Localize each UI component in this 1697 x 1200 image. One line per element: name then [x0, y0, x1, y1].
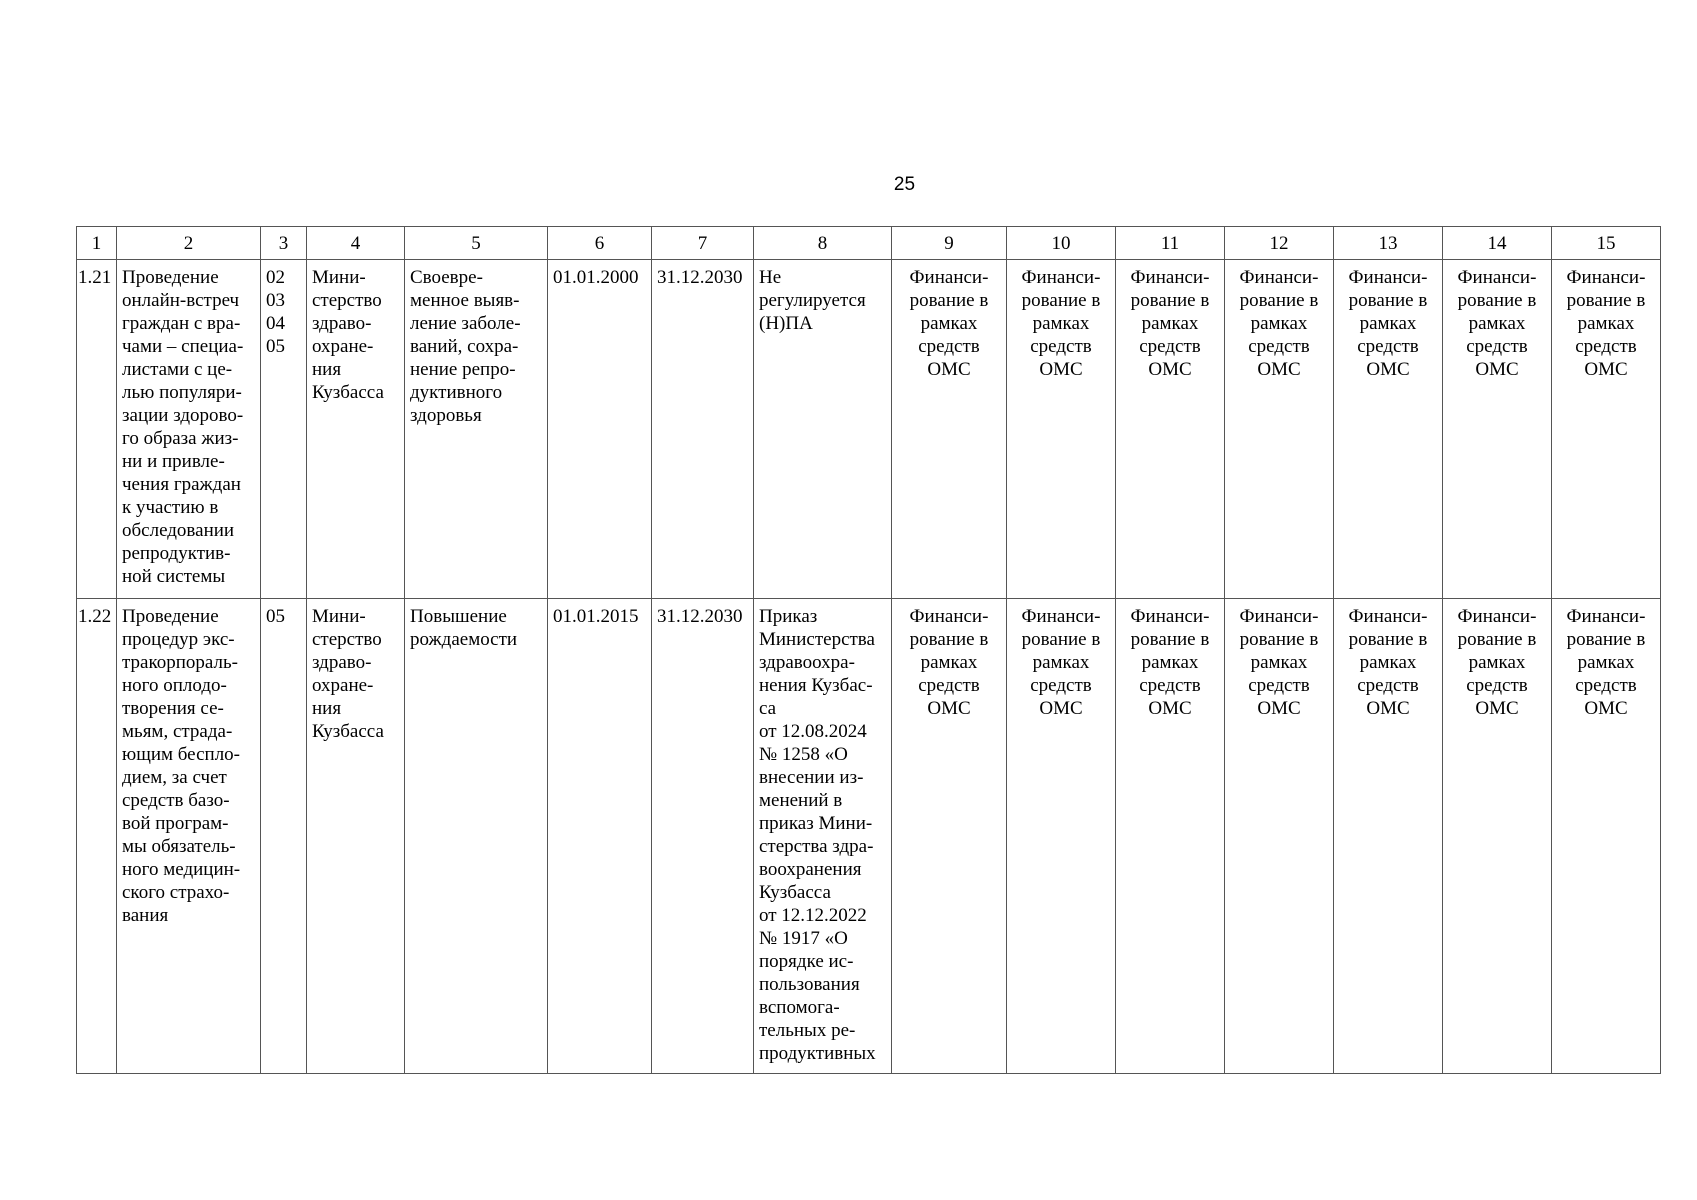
executor-line: охране-	[312, 336, 374, 357]
funding-15-line: средств	[1575, 336, 1637, 357]
measure-name-line: чами – специа-	[122, 336, 244, 357]
row-number: 1.22	[77, 599, 117, 1074]
measures-table	[76, 226, 1661, 1074]
funding-14-line: рамках	[1468, 652, 1526, 673]
regulation-line: от 12.08.2024	[759, 721, 867, 742]
measure-name-line: онлайн-встреч	[122, 290, 240, 311]
executor	[307, 260, 405, 599]
funding-15-line: рамках	[1577, 652, 1635, 673]
executor-line: стерство	[312, 290, 382, 311]
funding-10-line: ОМС	[1039, 359, 1083, 380]
expected-result-line: ваний, сохра-	[410, 336, 519, 357]
funding-9-line: рамках	[920, 652, 978, 673]
executor	[307, 599, 405, 1074]
regulation-line: воохранения	[759, 859, 862, 880]
measure-name-line: ного оплодо-	[122, 675, 227, 696]
column-number-3: 3	[261, 227, 307, 260]
column-number-1: 1	[77, 227, 117, 260]
expected-result-line: здоровья	[410, 405, 482, 426]
funding-14-line: рование в	[1457, 629, 1537, 650]
regulation-line: № 1258 «О	[759, 744, 848, 765]
expected-result-line: менное выяв-	[410, 290, 520, 311]
regulation-line: регулируется	[759, 290, 866, 311]
regulation-line: порядке ис-	[759, 951, 854, 972]
funding-15-line: рование в	[1566, 290, 1646, 311]
funding-12-line: средств	[1248, 675, 1310, 696]
funding-14-line: средств	[1466, 675, 1528, 696]
expected-result-line: нение репро-	[410, 359, 516, 380]
regulation-line: Министерства	[759, 629, 875, 650]
funding-9-line: рамках	[920, 313, 978, 334]
funding-14-line: ОМС	[1475, 359, 1519, 380]
regulation-line: Кузбасса	[759, 882, 831, 903]
measure-name-line: листами с це-	[122, 359, 233, 380]
funding-9-line: Финанси-	[909, 267, 989, 288]
funding-10-line: Финанси-	[1021, 267, 1101, 288]
funding-10-line: рование в	[1021, 629, 1101, 650]
column-number-15: 15	[1552, 227, 1661, 260]
executor-line: ния	[312, 698, 342, 719]
funding-9	[892, 260, 1007, 599]
executor-line: Кузбасса	[312, 721, 384, 742]
funding-11-line: средств	[1139, 675, 1201, 696]
measure-name-line: зации здорово-	[122, 405, 244, 426]
funding-11-line: средств	[1139, 336, 1201, 357]
regulation-line: Приказ	[759, 606, 818, 627]
funding-11	[1116, 260, 1225, 599]
funding-13	[1334, 260, 1443, 599]
funding-12-line: рамках	[1250, 652, 1308, 673]
measure-name-line: тракорпораль-	[122, 652, 238, 673]
regulation-line: са	[759, 698, 777, 719]
funding-13	[1334, 599, 1443, 1074]
column-number-10: 10	[1007, 227, 1116, 260]
measure-name-line: мы обязатель-	[122, 836, 236, 857]
regulation-line: здравоохра-	[759, 652, 855, 673]
regulation-line: (Н)ПА	[759, 313, 813, 334]
column-number-14: 14	[1443, 227, 1552, 260]
funding-13-line: средств	[1357, 336, 1419, 357]
funding-10	[1007, 260, 1116, 599]
codes	[261, 599, 307, 1074]
funding-14-line: Финанси-	[1457, 267, 1537, 288]
expected-result-line: рождаемости	[410, 629, 518, 650]
executor-line: здраво-	[312, 652, 372, 673]
funding-12-line: Финанси-	[1239, 267, 1319, 288]
measure-name-line: дием, за счет	[122, 767, 227, 788]
regulation-line: стерства здра-	[759, 836, 874, 857]
column-number-2: 2	[117, 227, 261, 260]
end-date: 31.12.2030	[652, 260, 754, 599]
regulation	[754, 260, 892, 599]
funding-12-line: ОМС	[1257, 359, 1301, 380]
funding-14-line: ОМС	[1475, 698, 1519, 719]
column-number-12: 12	[1225, 227, 1334, 260]
measure-name-line: ского страхо-	[122, 882, 230, 903]
funding-11-line: Финанси-	[1130, 267, 1210, 288]
expected-result-line: дуктивного	[410, 382, 503, 403]
row-number: 1.21	[77, 260, 117, 599]
codes-line: 05	[266, 606, 285, 627]
funding-10-line: рамках	[1032, 652, 1090, 673]
column-number-6: 6	[548, 227, 652, 260]
executor-line: здраво-	[312, 313, 372, 334]
regulation-line: продуктивных	[759, 1043, 876, 1064]
measure-name-line: обследовании	[122, 520, 235, 541]
measure-name-line: чения граждан	[122, 474, 241, 495]
funding-14	[1443, 260, 1552, 599]
codes-line: 05	[266, 336, 285, 357]
funding-9-line: Финанси-	[909, 606, 989, 627]
regulation-line: нения Кузбас-	[759, 675, 873, 696]
funding-12-line: рование в	[1239, 290, 1319, 311]
funding-9-line: средств	[918, 336, 980, 357]
funding-15-line: Финанси-	[1566, 267, 1646, 288]
funding-11-line: ОМС	[1148, 698, 1192, 719]
measure-name-line: творения се-	[122, 698, 224, 719]
funding-15	[1552, 599, 1661, 1074]
funding-9-line: рование в	[909, 290, 989, 311]
funding-14-line: рамках	[1468, 313, 1526, 334]
funding-11-line: рамках	[1141, 652, 1199, 673]
expected-result-line: Своевре-	[410, 267, 483, 288]
measure-name-line: средств базо-	[122, 790, 230, 811]
executor-line: Мини-	[312, 267, 366, 288]
regulation-line: менений в	[759, 790, 843, 811]
funding-13-line: рамках	[1359, 313, 1417, 334]
executor-line: Мини-	[312, 606, 366, 627]
end-date: 31.12.2030	[652, 599, 754, 1074]
funding-13-line: Финанси-	[1348, 606, 1428, 627]
column-number-9: 9	[892, 227, 1007, 260]
regulation-line: тельных ре-	[759, 1020, 856, 1041]
funding-11-line: рамках	[1141, 313, 1199, 334]
executor-line: стерство	[312, 629, 382, 650]
funding-11-line: рование в	[1130, 629, 1210, 650]
regulation-line: приказ Мини-	[759, 813, 873, 834]
funding-11-line: рование в	[1130, 290, 1210, 311]
regulation-line: пользования	[759, 974, 860, 995]
funding-13-line: Финанси-	[1348, 267, 1428, 288]
table-row	[77, 260, 1661, 599]
funding-12	[1225, 260, 1334, 599]
table-row	[77, 599, 1661, 1074]
start-date: 01.01.2015	[548, 599, 652, 1074]
funding-15-line: Финанси-	[1566, 606, 1646, 627]
funding-15-line: рамках	[1577, 313, 1635, 334]
regulation-line: вспомога-	[759, 997, 840, 1018]
measure-name	[117, 260, 261, 599]
codes-line: 04	[266, 313, 285, 334]
expected-result-line: ление заболе-	[410, 313, 521, 334]
funding-10-line: Финанси-	[1021, 606, 1101, 627]
regulation-line: от 12.12.2022	[759, 905, 867, 926]
funding-10-line: средств	[1030, 336, 1092, 357]
regulation-line: № 1917 «О	[759, 928, 848, 949]
column-number-11: 11	[1116, 227, 1225, 260]
measure-name-line: лью популяри-	[122, 382, 242, 403]
measure-name-line: ного медицин-	[122, 859, 241, 880]
funding-13-line: средств	[1357, 675, 1419, 696]
funding-9-line: ОМС	[927, 359, 971, 380]
funding-10-line: ОМС	[1039, 698, 1083, 719]
measure-name-line: ной системы	[122, 566, 226, 587]
funding-14-line: Финанси-	[1457, 606, 1537, 627]
funding-15-line: ОМС	[1584, 359, 1628, 380]
measure-name-line: вания	[122, 905, 169, 926]
measure-name-line: го образа жиз-	[122, 428, 239, 449]
measure-name-line: вой програм-	[122, 813, 229, 834]
funding-14-line: средств	[1466, 336, 1528, 357]
funding-15	[1552, 260, 1661, 599]
measure-name	[117, 599, 261, 1074]
codes-line: 03	[266, 290, 285, 311]
funding-13-line: ОМС	[1366, 359, 1410, 380]
funding-12	[1225, 599, 1334, 1074]
funding-10-line: средств	[1030, 675, 1092, 696]
page-number: 25	[893, 174, 916, 195]
measure-name-line: ни и привле-	[122, 451, 225, 472]
funding-12-line: ОМС	[1257, 698, 1301, 719]
measure-name-line: репродуктив-	[122, 543, 231, 564]
measure-name-line: ющим беспло-	[122, 744, 240, 765]
measure-name-line: мьям, страда-	[122, 721, 233, 742]
funding-15-line: рование в	[1566, 629, 1646, 650]
funding-9-line: ОМС	[927, 698, 971, 719]
funding-9-line: рование в	[909, 629, 989, 650]
funding-10-line: рамках	[1032, 313, 1090, 334]
executor-line: Кузбасса	[312, 382, 384, 403]
funding-15-line: средств	[1575, 675, 1637, 696]
column-number-5: 5	[405, 227, 548, 260]
funding-13-line: ОМС	[1366, 698, 1410, 719]
regulation-line: внесении из-	[759, 767, 864, 788]
executor-line: охране-	[312, 675, 374, 696]
expected-result	[405, 260, 548, 599]
column-number-7: 7	[652, 227, 754, 260]
column-number-4: 4	[307, 227, 405, 260]
measure-name-line: процедур экс-	[122, 629, 235, 650]
funding-11-line: Финанси-	[1130, 606, 1210, 627]
funding-11	[1116, 599, 1225, 1074]
funding-13-line: рование в	[1348, 629, 1428, 650]
funding-15-line: ОМС	[1584, 698, 1628, 719]
funding-10-line: рование в	[1021, 290, 1101, 311]
expected-result-line: Повышение	[410, 606, 507, 627]
funding-12-line: средств	[1248, 336, 1310, 357]
funding-9-line: средств	[918, 675, 980, 696]
regulation	[754, 599, 892, 1074]
expected-result	[405, 599, 548, 1074]
funding-11-line: ОМС	[1148, 359, 1192, 380]
funding-12-line: рование в	[1239, 629, 1319, 650]
regulation-line: Не	[759, 267, 782, 288]
funding-14-line: рование в	[1457, 290, 1537, 311]
funding-14	[1443, 599, 1552, 1074]
column-number-8: 8	[754, 227, 892, 260]
measure-name-line: граждан с вра-	[122, 313, 241, 334]
codes	[261, 260, 307, 599]
funding-13-line: рование в	[1348, 290, 1428, 311]
column-number-13: 13	[1334, 227, 1443, 260]
measure-name-line: Проведение	[122, 267, 219, 288]
measure-name-line: к участию в	[122, 497, 219, 518]
funding-9	[892, 599, 1007, 1074]
funding-12-line: Финанси-	[1239, 606, 1319, 627]
funding-13-line: рамках	[1359, 652, 1417, 673]
measure-name-line: Проведение	[122, 606, 219, 627]
start-date: 01.01.2000	[548, 260, 652, 599]
column-number-row	[77, 227, 1661, 260]
codes-line: 02	[266, 267, 285, 288]
funding-12-line: рамках	[1250, 313, 1308, 334]
executor-line: ния	[312, 359, 342, 380]
funding-10	[1007, 599, 1116, 1074]
